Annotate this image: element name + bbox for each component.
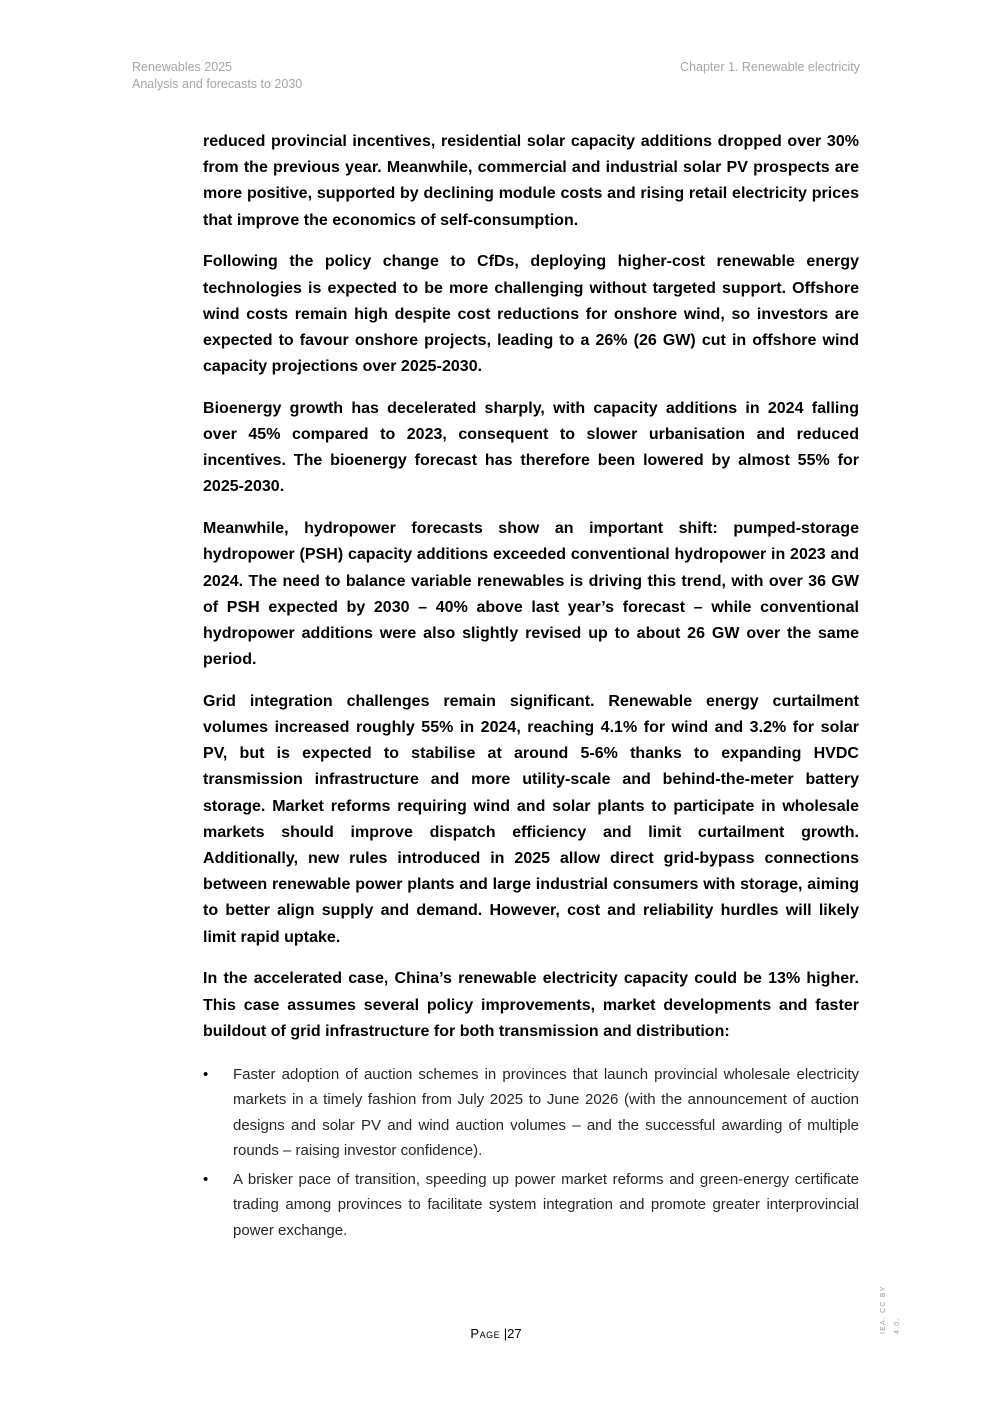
body-text [203,129,859,1247]
report-title: Renewables 2025 [132,60,233,74]
paragraph-grid-integration: Grid integration challenges remain significant. Renewable energy curtailment volumes increased roughly 55% in 2024, reaching 4.1% for wind and 3.2% for solar PV, but is expected to stabilise at around 5-6% thanks to expanding HVDC transmission infrastructure and more utility-scale and behind-the-meter battery storage. Market reforms requiring wind and solar plants to participate in wholesale markets should improve dispatch efficiency and limit curtailment growth. Additionally, new rules introduced in 2025 allow direct grid-bypass connections between renewable power plants and large industrial consumers with storage, aiming to better align supply and demand. However, cost and reliability hurdles will likely limit rapid uptake. [203,692,859,946]
page-label: Page [470,1326,501,1341]
page-number: 27 [507,1326,522,1341]
paragraph-bioenergy: Bioenergy growth has decelerated sharply, with capacity additions in 2024 falling over 45% compared to 2023, consequent to slower urbanisation and reduced incentives. The bioenergy forecast has therefore been lowered by almost 55% for 2025-2030. [203,399,859,496]
paragraph-offshore-wind: Following the policy change to CfDs, deploying higher-cost renewable energy technologies is expected to be more challenging without targeted support. Offshore wind costs remain high despite cost reductions for onshore wind, so investors are expected to favour onshore projects, leading to a 26% (26 GW) cut in offshore wind capacity projections over 2025-2030. [203,253,859,376]
paragraph-residential-solar: reduced provincial incentives, residential solar capacity additions dropped over 30% from the previous year. Meanwhile, commercial and industrial solar PV prospects are more positive, supported by declining module costs and rising retail electricity prices that improve the economics of self-consumption. [203,133,859,229]
license-note: IEA. CC BY 4.0. [880,1285,901,1334]
report-subtitle: Analysis and forecasts to 2030 [132,77,303,91]
list-item [203,1167,859,1243]
bullet-icon: • [203,1066,209,1083]
page-footer [0,1325,992,1343]
bullet-icon: • [203,1171,209,1189]
page-separator: | [503,1326,508,1341]
bullet-text: A brisker pace of transition, speeding up power market reforms and green-energy certificate trading among provinces to facilitate system integration and promote greater interprovincial power exchange. [233,1171,859,1239]
paragraph-accelerated-case: In the accelerated case, China’s renewable electricity capacity could be 13% higher. This case assumes several policy improvements, market developments and faster buildout of grid infrastructure for both transmission and distribution: [203,970,859,1040]
list-item [203,1062,859,1163]
running-header-left [132,59,302,93]
paragraph-hydropower: Meanwhile, hydropower forecasts show an important shift: pumped-storage hydropower (PSH) capacity additions exceeded conventional hydropower in 2023 and 2024. The need to balance variable renewables is driving this trend, with over 36 GW of PSH expected by 2030 – 40% above last year’s forecast – while conventional hydropower additions were also slightly revised up to about 26 GW over the same period. [203,520,859,669]
chapter-title: Chapter 1. Renewable electricity [680,60,860,74]
bullet-text: Faster adoption of auction schemes in provinces that launch provincial wholesale electricity markets in a timely fashion from July 2025 to June 2026 (with the announcement of auction designs and solar PV and wind auction volumes – and the successful awarding of multiple rounds – raising investor confidence). [233,1066,859,1159]
bullet-list [203,1062,859,1243]
